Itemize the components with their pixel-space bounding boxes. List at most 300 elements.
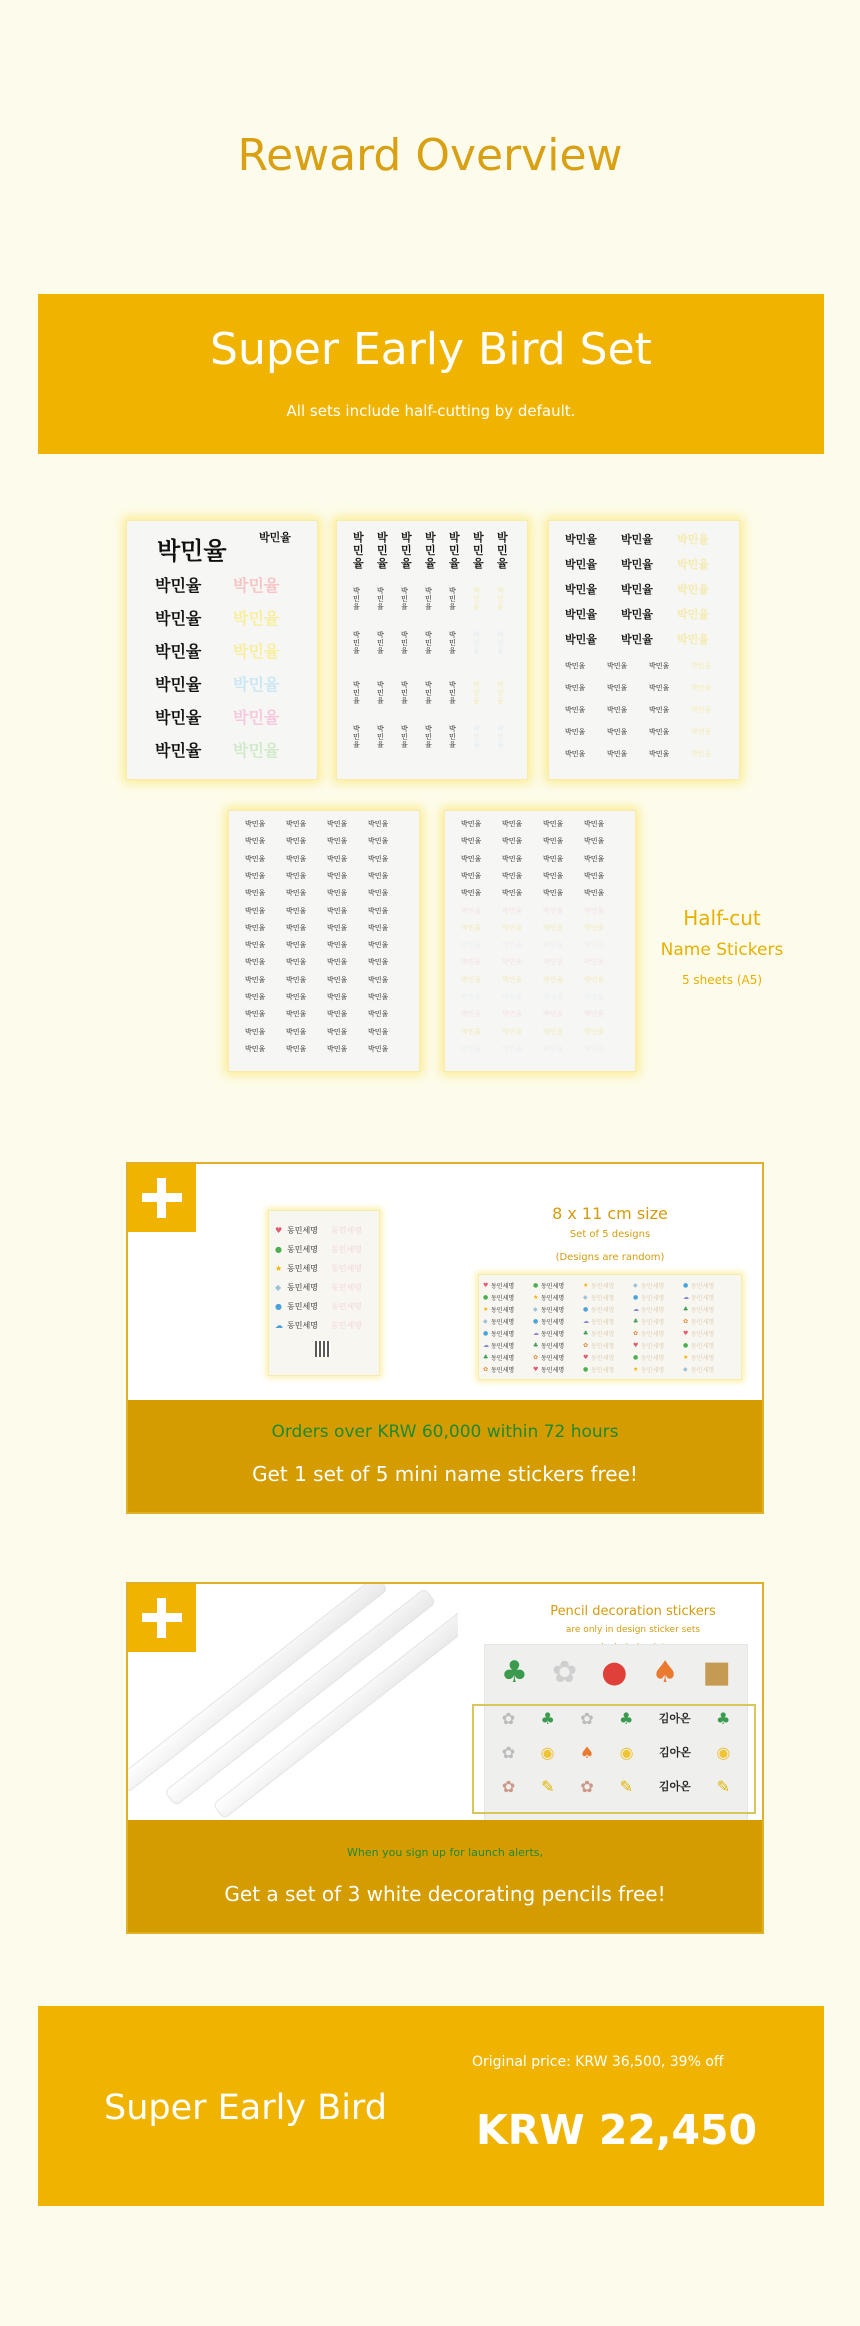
sticker-mark-icon: ✿ xyxy=(683,1317,689,1325)
mini-sticker-row xyxy=(483,1291,739,1303)
sticker-name-text: 동민세명 xyxy=(541,1354,565,1362)
sticker-name-text: 박 민 율 xyxy=(401,631,408,655)
sticker-name-text: 박민율 xyxy=(286,958,307,967)
sticker-name-text: 박민율 xyxy=(543,941,564,950)
sticker-name-text: 박민율 xyxy=(245,1044,266,1053)
sticker-name-text: 박민율 xyxy=(621,608,653,621)
sticker-name-text: 박민율 xyxy=(327,975,348,984)
sticker-name-text: 동민세명 xyxy=(591,1318,615,1326)
sticker-name-text: 박민율 xyxy=(286,1027,307,1036)
sticker-name-text: 박 민 율 xyxy=(377,631,384,655)
set-banner xyxy=(38,294,824,454)
sticker-name-text: 박 민 율 xyxy=(353,725,360,749)
sticker-name-text: 박민율 xyxy=(461,941,482,950)
sticker-name-text: 동민세명 xyxy=(641,1318,665,1326)
toast-icon: ■ xyxy=(702,1654,731,1690)
sticker-name-text: 박민율 xyxy=(461,958,482,967)
strawberry-icon: ● xyxy=(601,1654,628,1690)
sticker-name-text: 동민세명 xyxy=(541,1318,565,1326)
pencil-sticker-icon: ♣ xyxy=(618,1708,634,1728)
sticker-name-text: 박민율 xyxy=(502,871,523,880)
sticker-name-text: 박민율 xyxy=(368,941,389,950)
sticker-name-text: 박민율 xyxy=(245,906,266,915)
sticker-name-text: 박민율 xyxy=(461,854,482,863)
sale-price: KRW 22,450 xyxy=(476,2106,758,2154)
product-label-line2: Name Stickers xyxy=(660,940,784,960)
mini-sticker-strip xyxy=(478,1274,742,1380)
sticker-name-text: 박민율 xyxy=(327,1010,348,1019)
pencil-sticker-icon: ✿ xyxy=(580,1776,594,1796)
sticker-name-text: 박민율 xyxy=(461,820,482,828)
promo1-bar xyxy=(128,1400,762,1512)
sticker-name-text: 박민율 xyxy=(233,675,280,694)
sticker-name-text: 박민율 xyxy=(584,1044,605,1053)
sticker-name-text: 박민율 xyxy=(584,820,605,828)
sticker-name-text: 박민율 xyxy=(327,958,348,967)
sticker-name-text: 박민율 xyxy=(502,923,523,932)
sticker-name-text: 박민율 xyxy=(502,958,523,967)
sticker-name-text: 박민율 xyxy=(502,975,523,984)
sticker-name-text: 동민세명 xyxy=(541,1294,565,1302)
mini-sticker-row xyxy=(483,1351,739,1363)
sticker-mark-icon: ● xyxy=(583,1365,589,1373)
pencil-sticker-icon: ♣ xyxy=(715,1708,731,1728)
sticker-mark-icon: ● xyxy=(633,1293,639,1301)
sticker-name-text: 박민율 xyxy=(649,684,670,692)
sticker-name-text: 동민세명 xyxy=(491,1294,515,1302)
sticker-name-text: 박민율 xyxy=(543,906,564,915)
sticker-name-text: 박민율 xyxy=(245,1010,266,1019)
sticker-name-text: 박민율 xyxy=(584,889,605,898)
sticker-name-text: 동민세명 xyxy=(541,1306,565,1314)
pencil-sticker-icon: ✿ xyxy=(501,1742,516,1762)
sticker-name-text: 박민율 xyxy=(155,675,202,694)
product-label-line3: 5 sheets (A5) xyxy=(681,973,763,987)
sticker-name-text: 박 민 율 xyxy=(425,681,432,705)
sticker-mark-icon: ♥ xyxy=(483,1281,489,1289)
sticker-mark-icon: ♥ xyxy=(633,1341,639,1349)
sticker-name-text: 박민율 xyxy=(286,975,307,984)
sticker-name-text: 박민율 xyxy=(327,993,348,1001)
sticker-name-text: 박민율 xyxy=(691,750,712,758)
promo-mini-stickers xyxy=(126,1162,764,1514)
sticker-mark-icon: ✿ xyxy=(533,1353,539,1361)
sticker-name-text: 박민율 xyxy=(461,871,482,880)
sticker-name-text: 박민율 xyxy=(245,993,266,1001)
sticker-name-text: 박민율 xyxy=(327,941,348,950)
sticker-name-text: 박민율 xyxy=(327,889,348,898)
sticker-name-text: 동민세명 xyxy=(491,1306,515,1314)
sticker-name-text: 동민세명 xyxy=(287,1283,318,1292)
sticker-mark-icon: ● xyxy=(683,1281,689,1289)
sticker-name-text: 박민율 xyxy=(327,1027,348,1036)
promo1-size: 8 x 11 cm size xyxy=(552,1204,668,1223)
sticker-name-text: 동민세명 xyxy=(641,1354,665,1362)
pencil-sticker-icon: ✿ xyxy=(501,1776,516,1796)
sticker-mark-icon: ☁ xyxy=(583,1317,589,1325)
sticker-name-text: 박민율 xyxy=(327,923,348,932)
mini-sticker-row xyxy=(275,1297,375,1316)
pencil-sticker-icon: ✎ xyxy=(716,1776,731,1796)
sticker-mark-icon: ☁ xyxy=(683,1293,689,1301)
sticker-name-text: 박민율 xyxy=(584,1027,605,1036)
sticker-mark-icon: ♣ xyxy=(533,1341,539,1349)
sticker-name-text: 박민율 xyxy=(461,923,482,932)
sticker-name-text: 박민율 xyxy=(461,975,482,984)
sticker-mark-icon: ♥ xyxy=(683,1329,689,1337)
sticker-mark-icon: ✿ xyxy=(483,1365,489,1373)
sticker-name-text: 박 민 율 xyxy=(497,587,504,611)
sticker-name-text: 박민율 xyxy=(502,993,523,1001)
product-label-line1: Half-cut xyxy=(683,906,761,930)
sticker-name-text: 박민율 xyxy=(543,923,564,932)
sticker-mark-icon: ♣ xyxy=(683,1305,689,1313)
mini-sticker-row xyxy=(483,1279,739,1291)
sticker-name-text: 박민율 xyxy=(677,583,709,596)
promo1-offer: Get 1 set of 5 mini name stickers free! xyxy=(252,1462,638,1486)
sticker-name-text: 박민율 xyxy=(543,1027,564,1036)
promo2-title: Pencil decoration stickers xyxy=(550,1604,716,1619)
sticker-name-text: 박민율 xyxy=(565,558,597,571)
sticker-name-text: 박민율 xyxy=(233,609,280,628)
sticker-name-text: 박민율 xyxy=(691,684,712,692)
sticker-mark-icon: ☁ xyxy=(483,1341,489,1349)
qr-code-icon xyxy=(315,1341,331,1357)
sticker-mark-icon: ☁ xyxy=(633,1305,639,1313)
sticker-name-text: 동민세명 xyxy=(641,1366,665,1374)
sticker-name-text: 박민율 xyxy=(368,1010,389,1019)
pencil-sticker-icon: ✿ xyxy=(580,1708,594,1728)
sticker-name-text: 박민율 xyxy=(245,854,266,863)
sticker-name-text: 박민율 xyxy=(543,854,564,863)
sticker-mark-icon: ● xyxy=(483,1329,489,1337)
sticker-name-text: 박 민 율 xyxy=(425,725,432,749)
sticker-name-text: 박민율 xyxy=(677,558,709,571)
sticker-mark-icon: ● xyxy=(583,1305,589,1313)
sticker-name-text: 박민율 xyxy=(461,993,482,1001)
sticker-name-text: 박민율 xyxy=(286,906,307,915)
sticker-name-text: 박 민 율 xyxy=(401,681,408,705)
sticker-name-text: 동민세명 xyxy=(541,1366,565,1374)
sticker-name-text: 박민율 xyxy=(584,837,605,846)
sticker-name-text: 박민율 xyxy=(245,871,266,880)
sticker-name-text: 박민율 xyxy=(502,941,523,950)
promo2-line2: are only in design sticker sets xyxy=(565,1625,701,1635)
sticker-name-text: 박민율 xyxy=(543,975,564,984)
sticker-name-text: 동민세명 xyxy=(541,1342,565,1350)
sticker-name-text: 박민율 xyxy=(245,889,266,898)
sticker-name-text: 박민율 xyxy=(621,633,653,646)
sticker-mark-icon: ✿ xyxy=(633,1329,639,1337)
sticker-name-text: 박 민 율 xyxy=(497,631,504,655)
sticker-mark-icon: ● xyxy=(683,1341,689,1349)
pencil-sticker-icon: ♣ xyxy=(540,1708,555,1728)
pencil-sticker-icon: ♠ xyxy=(579,1742,595,1762)
sticker-name-text: 박민율 xyxy=(565,608,597,621)
sticker-name-text: 동민세명 xyxy=(287,1226,318,1235)
sticker-name-text: 동민세명 xyxy=(491,1318,515,1326)
sticker-name-text: 동민세명 xyxy=(591,1354,615,1362)
sticker-name-text: 박 민 율 xyxy=(353,631,360,655)
sticker-mark-icon: ★ xyxy=(583,1281,589,1289)
sticker-name-text: 박 민 율 xyxy=(497,531,508,570)
sticker-name-text: 박민율 xyxy=(691,662,712,670)
sticker-name-text: 박민율 xyxy=(649,706,670,714)
sticker-name-text: 박민율 xyxy=(327,906,348,915)
sticker-name-text: 박민율 xyxy=(691,706,712,714)
pencil-sticker-name: 김아온 xyxy=(658,1780,691,1793)
sticker-name-text: 박민율 xyxy=(368,923,389,932)
sticker-name-text: 박민율 xyxy=(368,906,389,915)
sticker-name-text: 박민율 xyxy=(584,871,605,880)
sticker-name-text: 박민율 xyxy=(502,1044,523,1053)
sticker-name-text: 박민율 xyxy=(286,923,307,932)
sticker-name-text: 박 민 율 xyxy=(449,587,456,611)
sticker-name-text: 박민율 xyxy=(286,871,307,880)
sticker-sheet-mixed xyxy=(548,520,740,780)
sticker-name-text: 박 민 율 xyxy=(473,587,480,611)
sticker-name-text: 박 민 율 xyxy=(377,587,384,611)
sticker-name-text: 박민율 xyxy=(155,741,202,760)
sticker-name-text: 동민세명 xyxy=(287,1264,318,1273)
sticker-name-text: 박민율 xyxy=(502,1027,523,1036)
mini-sticker-row xyxy=(483,1363,739,1375)
sticker-name-text: 박민율 xyxy=(543,889,564,898)
sticker-name-text: 박민율 xyxy=(368,871,389,880)
sticker-name-text: 박민율 xyxy=(649,728,670,736)
sticker-name-text: 박 민 율 xyxy=(425,631,432,655)
sticker-name-text: 박 민 율 xyxy=(353,587,360,611)
sticker-name-text: 박 민 율 xyxy=(401,587,408,611)
sticker-name-text: 박민율 xyxy=(245,975,266,984)
sticker-name-text: 박민율 xyxy=(502,906,523,915)
sticker-name-text: 박민율 xyxy=(368,1044,389,1053)
sticker-name-text: 동민세명 xyxy=(331,1283,362,1292)
sticker-name-text: 박민율 xyxy=(502,1010,523,1019)
sticker-name-text: 동민세명 xyxy=(641,1330,665,1338)
sticker-name-text: 동민세명 xyxy=(591,1282,615,1290)
sticker-name-text: 박민율 xyxy=(368,820,389,828)
sticker-name-text: 박민율 xyxy=(155,609,202,628)
promo1-set-note: Set of 5 designs xyxy=(569,1229,651,1240)
sticker-name-text: 박민율 xyxy=(286,820,307,828)
sticker-name-text: 박민율 xyxy=(584,1010,605,1019)
highlight-frame xyxy=(472,1704,756,1814)
sticker-name-text: 박민율 xyxy=(286,854,307,863)
sticker-name-text: 박 민 율 xyxy=(473,681,480,705)
pencil-sticker-icon: ✿ xyxy=(501,1708,516,1728)
sticker-name-text: 박민율 xyxy=(502,889,523,898)
sticker-name-text: 박민율 xyxy=(543,958,564,967)
sticker-name-text: 박 민 율 xyxy=(377,725,384,749)
sticker-name-text: 동민세명 xyxy=(541,1330,565,1338)
sticker-name-text: 박민율 xyxy=(565,662,586,670)
sticker-name-text: 박민율 xyxy=(565,633,597,646)
sticker-name-text: 박민율 xyxy=(245,941,266,950)
sticker-name-text: 박민율 xyxy=(286,941,307,950)
sticker-name-text: 동민세명 xyxy=(591,1294,615,1302)
sticker-name-text: 동민세명 xyxy=(691,1354,715,1362)
sticker-name-text: 동민세명 xyxy=(591,1306,615,1314)
sticker-name-text: 박민율 xyxy=(155,708,202,727)
set-title: Super Early Bird Set xyxy=(210,324,652,375)
sticker-name-text: 박민율 xyxy=(461,889,482,898)
sticker-name-text: 박민율 xyxy=(607,728,628,736)
sticker-name-text: 박 민 율 xyxy=(401,725,408,749)
sticker-name-text: 박민율 xyxy=(677,608,709,621)
sticker-mark-icon: ♣ xyxy=(583,1329,589,1337)
sticker-name-text: 동민세명 xyxy=(331,1264,362,1273)
sticker-name-text: 동민세명 xyxy=(491,1366,515,1374)
sticker-name-text: 박민율 xyxy=(368,993,389,1001)
pencil-sticker-icon: ✎ xyxy=(541,1776,555,1796)
sticker-name-text: 동민세명 xyxy=(287,1321,318,1330)
sticker-name-text: 박민율 xyxy=(327,820,348,828)
sticker-sheet-large xyxy=(126,520,318,780)
sticker-mark-icon: ♥ xyxy=(583,1353,589,1361)
sticker-name-text: 동민세명 xyxy=(331,1302,362,1311)
sticker-mark-icon: ◆ xyxy=(483,1317,488,1325)
sticker-mark-icon: ● xyxy=(633,1353,639,1361)
sticker-name-text: 박민율 xyxy=(543,1010,564,1019)
sticker-name-text: 박 민 율 xyxy=(377,681,384,705)
promo2-offer: Get a set of 3 white decorating pencils free! xyxy=(224,1882,666,1906)
sticker-name-text: 박민율 xyxy=(502,837,523,846)
pencil-sticker-name: 김아온 xyxy=(658,1712,691,1725)
sticker-name-text: 박민율 xyxy=(649,662,670,670)
price-banner xyxy=(38,2006,824,2206)
sticker-name-text: 동민세명 xyxy=(287,1302,318,1311)
sticker-name-text: 박 민 율 xyxy=(473,531,484,570)
sticker-heart-icon: ● xyxy=(275,1302,282,1311)
sticker-name-text: 박민율 xyxy=(621,533,653,546)
sticker-mark-icon: ☁ xyxy=(533,1329,539,1337)
mini-sticker-row xyxy=(483,1303,739,1315)
sticker-name-text: 동민세명 xyxy=(691,1330,715,1338)
plus-icon xyxy=(128,1164,196,1232)
sticker-name-text: 박민율 xyxy=(677,633,709,646)
sticker-mark-icon: ◆ xyxy=(683,1365,688,1373)
sticker-name-text: 동민세명 xyxy=(331,1321,362,1330)
sticker-name-text: 박민율 xyxy=(649,750,670,758)
sticker-name-text: 박민율 xyxy=(584,941,605,950)
mini-sticker-row xyxy=(275,1259,375,1278)
sticker-name-text: 동민세명 xyxy=(331,1245,362,1254)
sticker-name-text: 박민율 xyxy=(584,923,605,932)
sticker-mark-icon: ● xyxy=(533,1317,539,1325)
sticker-name-text: 박민율 xyxy=(584,958,605,967)
pencil-sticker-name: 김아온 xyxy=(659,1746,691,1759)
plus-icon xyxy=(128,1584,196,1652)
sticker-name-text: 동민세명 xyxy=(641,1342,665,1350)
set-subtitle: All sets include half-cutting by default. xyxy=(286,402,576,420)
sticker-name-text: 박민율 xyxy=(621,583,653,596)
sticker-mark-icon: ◆ xyxy=(583,1293,588,1301)
promo1-condition: Orders over KRW 60,000 within 72 hours xyxy=(271,1422,619,1442)
sticker-name-text: 박 민 율 xyxy=(449,725,456,749)
sticker-name-text: 동민세명 xyxy=(691,1306,715,1314)
sticker-name-text: 박민율 xyxy=(607,684,628,692)
sticker-name-text: 동민세명 xyxy=(691,1282,715,1290)
sticker-name-text: 박민율 xyxy=(461,1010,482,1019)
sticker-name-text: 박민율 xyxy=(461,837,482,846)
sticker-name-text: 박 민 율 xyxy=(377,531,388,570)
sticker-name-text: 박민율 xyxy=(565,728,586,736)
mini-sticker-row xyxy=(483,1339,739,1351)
mini-sticker-row xyxy=(275,1316,375,1335)
sticker-name-text: 박 민 율 xyxy=(449,631,456,655)
sticker-name-text: 박민율 xyxy=(565,533,597,546)
sticker-name-text: 동민세명 xyxy=(641,1282,665,1290)
page-title: Reward Overview xyxy=(237,130,623,181)
sticker-name-text: 동민세명 xyxy=(641,1306,665,1314)
sticker-name-text: 박민율 xyxy=(565,706,586,714)
sticker-name-text: 동민세명 xyxy=(491,1354,515,1362)
sticker-name-text: 박민율 xyxy=(502,820,523,828)
sticker-name-text: 박민율 xyxy=(607,662,628,670)
sticker-name-text: 박 민 율 xyxy=(497,725,504,749)
sticker-name-text: 박민율 xyxy=(286,889,307,898)
sticker-name-text: 박민율 xyxy=(565,684,586,692)
sticker-name-text: 박 민 율 xyxy=(401,531,412,570)
sticker-name-text: 박민율 xyxy=(584,975,605,984)
pencil-sticker-icon: ◉ xyxy=(716,1742,731,1762)
sticker-name-text: 박민율 xyxy=(368,958,389,967)
bunny-icon: ✿ xyxy=(552,1654,578,1690)
sticker-heart-icon: ★ xyxy=(275,1264,283,1273)
sticker-sheet-small-partial xyxy=(444,810,636,1072)
sticker-name-text: 동민세명 xyxy=(491,1330,515,1338)
sticker-name-text: 박민율 xyxy=(368,889,389,898)
sticker-heart-icon: ◆ xyxy=(275,1283,282,1292)
sticker-mark-icon: ● xyxy=(533,1281,539,1289)
sticker-mark-icon: ♥ xyxy=(533,1365,539,1373)
sticker-mark-icon: ◆ xyxy=(633,1281,638,1289)
sticker-name-text: 박민율 xyxy=(461,906,482,915)
sticker-name-text: 박민율 xyxy=(233,576,280,595)
sticker-name-text: 박민율 xyxy=(584,854,605,863)
sticker-name-text: 동민세명 xyxy=(691,1366,715,1374)
promo1-random-note: (Designs are random) xyxy=(555,1252,665,1263)
sticker-mark-icon: ♣ xyxy=(483,1353,489,1361)
sticker-mark-icon: ★ xyxy=(683,1353,689,1361)
sticker-heart-icon: ☁ xyxy=(275,1321,283,1330)
mini-sticker-row xyxy=(483,1315,739,1327)
sticker-name-text: 박 민 율 xyxy=(449,531,460,570)
sticker-name-text: 박민율 xyxy=(607,706,628,714)
sticker-mark-icon: ★ xyxy=(633,1365,639,1373)
sticker-name-text: 박민율 xyxy=(368,854,389,863)
sticker-name-text: 동민세명 xyxy=(691,1342,715,1350)
sticker-name-text: 동민세명 xyxy=(591,1366,615,1374)
product-label xyxy=(640,906,804,987)
sticker-name-text: 박민율 xyxy=(565,750,586,758)
mini-sticker-row xyxy=(275,1221,375,1240)
sticker-name-text: 박민율 xyxy=(286,837,307,846)
sticker-name-text: 박민율 xyxy=(233,741,280,760)
sticker-name-text: 박민율 xyxy=(368,837,389,846)
sticker-name-text: 박민율 xyxy=(259,531,291,544)
sticker-name-text: 박 민 율 xyxy=(353,531,364,570)
sticker-name-text: 박 민 율 xyxy=(497,681,504,705)
sticker-name-text: 박민율 xyxy=(691,728,712,736)
sticker-name-text: 박 민 율 xyxy=(425,587,432,611)
sticker-name-text: 박민율 xyxy=(327,871,348,880)
sticker-name-text: 박민율 xyxy=(155,576,202,595)
sticker-name-text: 박민율 xyxy=(233,642,280,661)
sticker-name-text: 박민율 xyxy=(245,923,266,932)
sticker-name-text: 박민율 xyxy=(368,975,389,984)
